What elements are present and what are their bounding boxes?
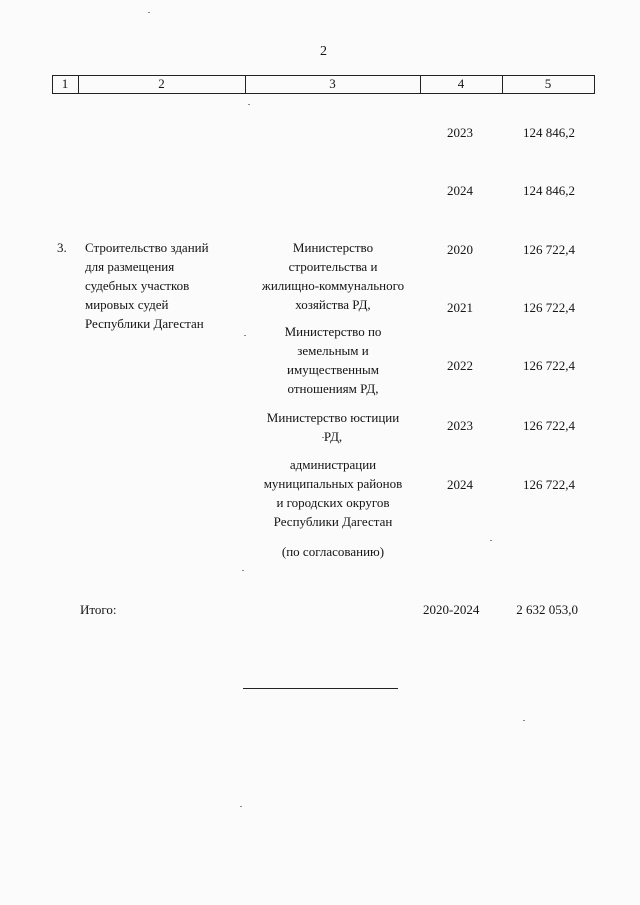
scan-speck — [523, 720, 525, 721]
total-amount: 2 632 053,0 — [516, 602, 578, 617]
year-cell: 2024 — [447, 183, 473, 198]
item-name-line: судебных участков — [85, 278, 190, 293]
year-cell: 2020 — [447, 242, 473, 257]
amount-cell: 124 846,2 — [523, 125, 575, 140]
executor-line: жилищно-коммунального — [261, 278, 405, 293]
year-cell: 2023 — [447, 125, 473, 140]
header-bottom-rule — [52, 93, 595, 94]
executor-block — [248, 542, 418, 561]
scan-speck — [242, 570, 244, 571]
page-number: 2 — [320, 44, 327, 59]
executor-line: имущественным — [287, 362, 379, 377]
header-cell-4: 4 — [457, 76, 465, 91]
executor-block — [248, 322, 418, 398]
executor-line: администрации — [289, 457, 377, 472]
executor-block — [248, 408, 418, 446]
executor-line: отношениям РД, — [287, 381, 379, 396]
executor-line: Министерство по — [284, 324, 382, 339]
executor-block — [248, 455, 418, 531]
executor-line: Министерство — [292, 240, 374, 255]
year-cell: 2022 — [447, 358, 473, 373]
column-divider — [594, 75, 595, 94]
year-cell: 2024 — [447, 477, 473, 492]
scan-speck — [490, 540, 492, 541]
footer-rule — [243, 688, 398, 689]
scan-speck — [248, 104, 250, 105]
scan-speck — [244, 335, 246, 336]
header-cell-1: 1 — [61, 76, 69, 91]
amount-cell: 126 722,4 — [523, 300, 575, 315]
scan-speck — [322, 437, 324, 438]
item-name-line: Строительство зданий — [85, 240, 209, 255]
executor-line: и городских округов — [276, 495, 390, 510]
amount-cell: 126 722,4 — [523, 242, 575, 257]
executor-line: (по согласованию) — [281, 544, 385, 559]
item-name-line: для размещения — [85, 259, 175, 274]
scan-speck — [148, 12, 150, 13]
executor-line: Республики Дагестан — [273, 514, 393, 529]
executor-line: муниципальных районов — [263, 476, 403, 491]
header-cell-2: 2 — [158, 76, 165, 91]
header-cell-3: 3 — [329, 76, 336, 91]
executor-line: Министерство юстиции — [266, 410, 400, 425]
total-period: 2020-2024 — [423, 602, 480, 617]
executor-line: хозяйства РД, — [295, 297, 371, 312]
amount-cell: 126 722,4 — [523, 418, 575, 433]
executor-line: строительства и — [288, 259, 378, 274]
scan-speck — [240, 806, 242, 807]
total-label: Итого: — [80, 602, 117, 617]
header-cell-5: 5 — [544, 76, 552, 91]
executor-line: РД, — [323, 429, 343, 444]
year-cell: 2023 — [447, 418, 473, 433]
item-name-line: мировых судей — [85, 297, 169, 312]
year-cell: 2021 — [447, 300, 473, 315]
table-header-row — [52, 75, 595, 94]
executor-line: земельным и — [297, 343, 369, 358]
item-name-line: Республики Дагестан — [85, 316, 204, 331]
amount-cell: 126 722,4 — [523, 477, 575, 492]
item-number: 3. — [57, 240, 67, 255]
amount-cell: 126 722,4 — [523, 358, 575, 373]
amount-cell: 124 846,2 — [523, 183, 575, 198]
executor-block — [248, 238, 418, 314]
item-name — [85, 238, 245, 333]
